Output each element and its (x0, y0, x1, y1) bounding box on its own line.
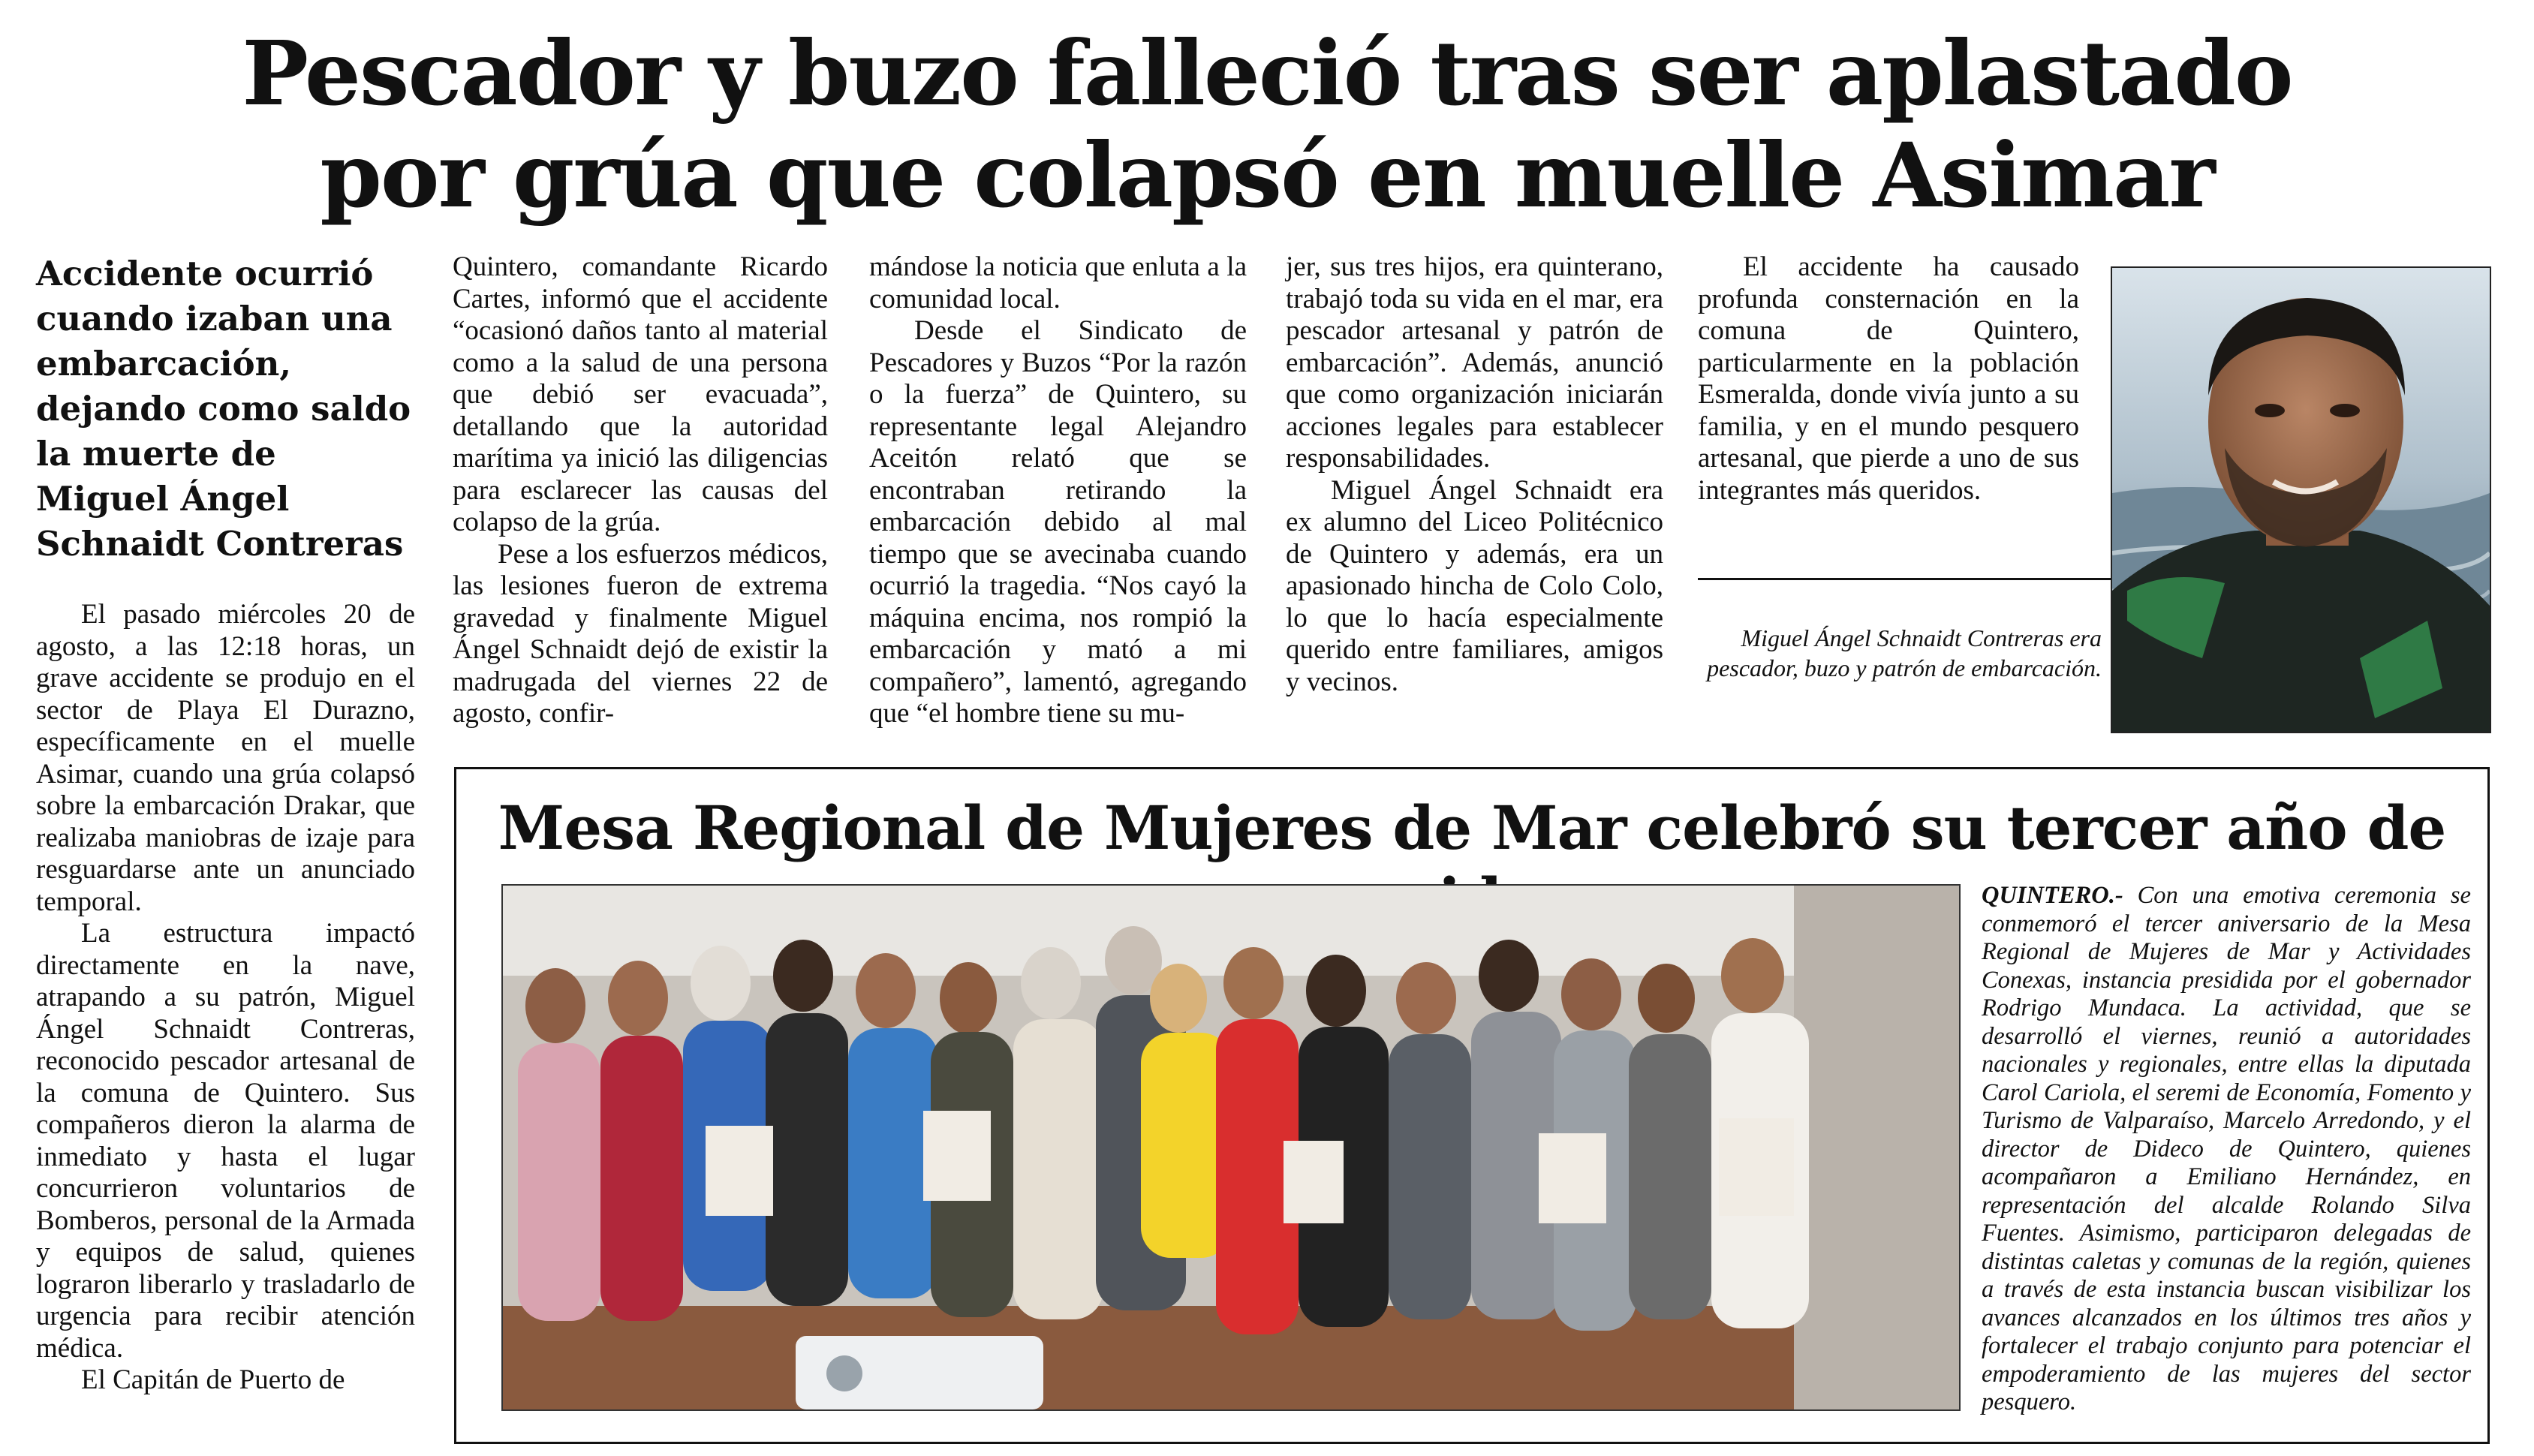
col3-paragraph: mándose la noticia que enluta a la comunidad local. (869, 251, 1247, 314)
col1-paragraph: La estructura impactó directamente en la nave, atrapando a su patrón, Miguel Ángel Schnaidt Contreras, reconocido pescador artesanal de la comuna de Quintero. Sus compañeros dieron la alarma de inmediato y hasta el lugar concurrieron voluntarios de Bomberos, personal de la Armada y equipos de salud, quienes lograron liberarlo y trasladarlo de urgencia para recibir atención médica. (36, 918, 415, 1364)
dateline: QUINTERO.- (1982, 882, 2123, 909)
article-column-5 (1698, 251, 2079, 507)
col1-paragraph: El Capitán de Puerto de (81, 1364, 345, 1395)
article-column-4 (1286, 251, 1663, 698)
photo-caption: Miguel Ángel Schnaidt Contreras era pescador, buzo y patrón de embarcación. (1707, 624, 2102, 681)
col4-paragraph: Miguel Ángel Schnaidt era ex alumno del Liceo Politécnico de Quintero y además, era un apasionado hincha de Colo Colo, lo que lo hacía especialmente querido entre familiares, amigos y vecinos. (1286, 474, 1663, 697)
headline-line-2: por grúa que colapsó en muelle Asimar (320, 123, 2214, 227)
article-column-1 (36, 599, 415, 1397)
article-subhead: Accidente ocurrió cuando izaban una embarcación, dejando como saldo la muerte de Miguel Ángel Schnaidt Contreras (36, 254, 411, 564)
col2-paragraph: Pese a los esfuerzos médicos, las lesiones fueron de extrema gravedad y finalmente Miguel Ángel Schnaidt dejó de existir la madrugada del viernes 22 de agosto, confir- (453, 538, 828, 729)
headline-line-1: Pescador y buzo falleció tras ser aplastado (242, 21, 2292, 125)
col2-paragraph: Quintero, comandante Ricardo Cartes, informó que el accidente “ocasionó daños tanto al material como a la salud de una persona que debió ser evacuada”, detallando que la autoridad marítima ya inició las diligencias para esclarecer las causas del colapso de la grúa. (453, 251, 828, 537)
main-headline (0, 23, 2534, 227)
portrait-photo (2111, 266, 2491, 733)
col4-paragraph: jer, sus tres hijos, era quinterano, trabajó toda su vida en el mar, era pescador artesanal y patrón de embarcación”. Además, anunció que como organización iniciarán acciones legales para establecer responsabilidades. (1286, 251, 1663, 474)
group-photo (501, 884, 1961, 1411)
article-column-2 (453, 251, 828, 730)
secondary-story-text (1982, 882, 2471, 1417)
col1-paragraph: El pasado miércoles 20 de agosto, a las 12:18 horas, un grave accidente se produjo en el sector de Playa El Durazno, específicamente en el muelle Asimar, cuando una grúa colapsó sobre la embarcación Drakar, que realizaba maniobras de izaje para resguardarse ante un anunciado temporal. (36, 599, 415, 917)
col3-paragraph: Desde el Sindicato de Pescadores y Buzos “Por la razón o la fuerza” de Quintero, su representante legal Alejandro Aceitón relató que se encontraban retirando la embarcación debido al mal tiempo que se avecinaba cuando ocurrió la tragedia. “Nos cayó la máquina encima, nos rompió la embarcación y mató a mi compañero”, lamentó, agregando que “el hombre tiene su mu- (869, 315, 1247, 729)
col5-paragraph: El accidente ha causado profunda consternación en la comuna de Quintero, particularmente en la población Esmeralda, donde vivía junto a su familia, y en el mundo pesquero artesanal, que pierde a uno de sus integrantes más queridos. (1698, 251, 2079, 506)
article-column-3 (869, 251, 1247, 730)
secondary-headline: Mesa Regional de Mujeres de Mar celebró su tercer año de (498, 793, 2446, 863)
secondary-story-body: Con una emotiva ceremonia se conmemoró el tercer aniversario de la Mesa Regional de Mujeres de Mar y Actividades Conexas, instancia presidida por el gobernador Rodrigo Mundaca. La actividad, que se desarrolló el viernes, reunió a autoridades nacionales y regionales, entre ellas la diputada Carol Cariola, el seremi de Economía, Fomento y Turismo de Valparaíso, Marcelo Arredondo, y el director de Dideco de Quintero, quienes acompañaron a Emiliano Hernández, en representación del alcalde Rolando Silva Fuentes. Asimismo, participaron delegadas de distintas caletas y comunas de la región, quienes a través de esta instancia buscan visibilizar los avances alcanzados en los últimos tres años y fortalecer el trabajo conjunto para potenciar el empoderamiento de las mujeres del sector pesquero. (1982, 882, 2471, 1415)
column-rule (1698, 578, 2112, 580)
